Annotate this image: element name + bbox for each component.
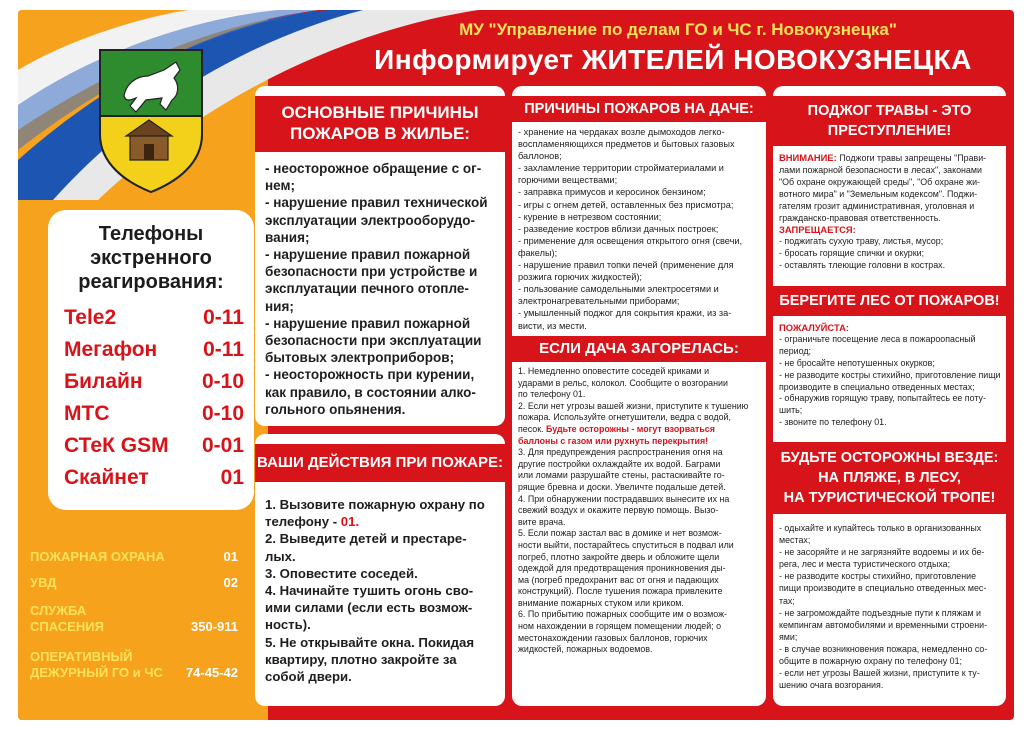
text-line: 2. Выведите детей и престаре- [265,531,467,547]
organization-line: МУ "Управление по делам ГО и ЧС г. Новокузнецка" [459,20,897,39]
home-fire-causes-text [265,160,488,418]
text-line: - не разводите костры стихийно, приготовление пищи [779,369,1001,380]
text-line: воспламеняющихся предметов и бытовых газовых [518,139,735,150]
text-line: 3. Оповестите соседей. [265,565,418,581]
operator-name: Билайн [64,370,143,393]
grass-text [779,152,986,272]
service-row [30,549,242,567]
operator-name: Скайнет [64,466,149,489]
text-line: - неосторожное обращение с ог- [265,161,482,176]
text-line: - в случае возникновения пожара, немедленно со- [779,643,988,654]
text-line: 2. Если нет угрозы вашей жизни, приступите к тушению [518,400,749,411]
text-line: 3. Для предупреждения распространения огня на [518,447,723,458]
service-name: СЛУЖБА [30,603,87,618]
text-line: - курение в нетрезвом состоянии; [518,211,662,222]
text-line: рящие бревна и доски. Увеличте подальше детей. [518,481,726,492]
forest-text [779,322,1001,429]
text-line: эксплуатации печного отопле- [265,281,469,297]
operator-number: 0-11 [203,338,244,361]
service-name: ДЕЖУРНЫЙ ГО и ЧС [30,665,163,680]
service-name: ОПЕРАТИВНЫЙ [30,649,133,664]
text-line: гражданско-правовая ответственность. [779,212,941,223]
text-line: висти, из мести. [518,320,587,331]
home-fire-causes-panel [255,86,505,426]
text-line: пищи производите в специально отведенных мес- [779,583,987,594]
emergency-phones-panel [48,210,254,510]
operator-number: 0-10 [201,402,244,425]
text-line: 4. Начинайте тушить огонь сво- [265,583,474,599]
text-line: гателям грозит административная, уголовная и [779,200,975,211]
phones-title-line: Телефоны [98,223,204,245]
text-line: - нарушение правил пожарной [265,315,471,331]
home-causes-title-line: ОСНОВНЫЕ ПРИЧИНЫ [281,103,479,122]
service-row [30,649,242,683]
text-line: безопасности при эксплуатации [265,333,482,349]
text-line: ма (погреб предохранит вас от огня и падающих [518,574,719,585]
text-line: - нарушение правил пожарной [265,247,471,263]
grass-title [773,96,1006,146]
text-line: или ломами разрушайте стены, растаскивайте го- [518,470,725,481]
text-line: внимание пожарных стуком или криком. [518,597,684,608]
text-line: - ограничьте посещение леса в пожароопасный [779,333,976,344]
text-line: - не загромождайте подъездные пути к пляжам и [779,607,981,618]
forest-title: БЕРЕГИТЕ ЛЕС ОТ ПОЖАРОВ! [773,286,1006,316]
text-line: собой двери. [265,669,352,685]
text-line: - разведение костров вблизи дачных построек; [518,223,719,234]
service-row [30,575,242,593]
home-fire-causes-title [255,96,505,152]
operator-name: МТС [64,402,110,425]
warning-text: Будьте осторожны - могут взорваться [546,423,715,434]
dacha-fire-title: ЕСЛИ ДАЧА ЗАГОРЕЛАСЬ: [512,336,766,362]
text-line: другие постройки охлаждайте их водой. Баграми [518,458,721,469]
text-line: пожара. Используйте огнетушители, ведра с водой, [518,412,731,423]
text-line: ударами в рельс, колокол. Сообщите о возгорании [518,377,728,388]
text-line: - не разводите костры стихийно, приготовление [779,571,977,582]
emergency-services-list [30,537,242,707]
careful-title-line: НА ТУРИСТИЧЕСКОЙ ТРОПЕ! [783,490,996,506]
poster-title: Информирует ЖИТЕЛЕЙ НОВОКУЗНЕЦКА [374,44,972,75]
operator-number: 0-11 [203,306,244,329]
text-line: - нарушение правил технической [265,195,488,211]
text-line: ности выйти, постарайтесь спуститься в подвал или [518,539,734,550]
poster-frame [18,10,1014,720]
text-line: - обнаружив горящую траву, попытайтесь ее поту- [779,393,986,404]
emergency-phones-title [48,222,254,294]
text-line: 6. По прибытию пожарных сообщите им о возмож- [518,609,727,620]
text-line: кемпингам автомобилями и временными строени- [779,619,988,630]
text-line: вотного мира" и "Земельным кодексом". Поджи- [779,188,978,199]
text-line: погреб, плотно закройте дверь и обложите щели [518,551,720,562]
service-name: УВД [30,575,57,590]
text-line: - оставлять тлеющие головни в кострах. [779,260,946,271]
dacha-causes-title: ПРИЧИНЫ ПОЖАРОВ НА ДАЧЕ: [512,96,766,122]
text-line: - поджигать сухую траву, листья, мусор; [779,236,944,247]
operator-name: Tele2 [64,306,117,329]
text-line: - захламление территории стройматериалами и [518,163,724,174]
text-line: "Об охране окружающей среды", "Об охране жи- [779,176,980,187]
service-number: 74-45-42 [185,665,238,680]
text-line: как правило, в состоянии алко- [265,384,476,400]
text-line: факелы); [518,247,558,258]
text-line: производите в специально отведенных местах; [779,381,975,392]
text-line: - нарушение правил топки печей (применение для [518,260,734,271]
text-line: нем; [265,178,295,194]
operator-name: СТеК GSM [64,434,169,457]
text-line: местонахождении газовых баллонов, горючих [518,632,708,643]
text-line: период; [779,345,812,356]
text-line: лами пожарной безопасности в лесах", законами [779,164,982,175]
text-line: - применение для освещения открытого огня (свечи, [518,235,743,246]
text-line: 1. Вызовите пожарную охрану по [265,497,485,512]
text-line: общите в пожарную охрану по телефону 01; [779,656,962,667]
text-line: 5. Не открывайте окна. Покидая [265,634,475,650]
text-line: - умышленный поджог для сокрытия кражи, из за- [518,308,732,319]
text-line: рега, лес и места туристического отдыха; [779,559,951,570]
text-line: лых. [265,548,296,564]
text-line: бытовых электроприборов; [265,350,455,366]
text-line: тах; [779,595,795,606]
text-line: ния; [265,298,294,314]
text-line: ями; [779,631,798,642]
text-line: - неосторожность при курении, [265,367,475,383]
grass-title-line: ПОДЖОГ ТРАВЫ - ЭТО [807,103,972,119]
text-line: вания; [265,229,310,245]
text-line: - игры с огнем детей, оставленных без присмотра; [518,199,734,210]
service-row [30,603,242,637]
text-line: - если нет угрозы Вашей жизни, приступите к ту- [779,668,980,679]
operator-row [64,370,244,400]
text-fragment: телефону - [265,514,341,530]
text-line: свежий воздух и окажите первую помощь. Вызо- [518,505,719,516]
text-line [779,152,986,165]
text-line: - не засоряйте и не загрязняйте водоемы и их бе- [779,547,985,558]
text-line: ном нахождении в горящем помещении людей; о [518,621,722,632]
text-line: - не бросайте непотушенных окурков; [779,357,935,368]
operator-row [64,402,244,432]
text-line: - одыхайте и купайтесь только в организованных [779,523,982,533]
home-causes-title-line: ПОЖАРОВ В ЖИЛЬЕ: [290,124,470,143]
text-line: - хранение на чердаках возле дымоходов легко- [518,127,725,137]
please-label: ПОЖАЛУЙСТА: [779,322,849,333]
text-fragment: Поджоги травы запрещены "Прави- [836,153,987,163]
careful-title-line: НА ПЛЯЖЕ, В ЛЕСУ, [818,470,961,486]
fire-actions-text [265,496,485,685]
text-line: розжига горючих жидкостей); [518,272,642,283]
text-line [265,513,485,530]
phones-title-line: реагирования: [78,271,224,293]
text-line: эксплуатации электрооборудо- [265,212,475,228]
text-line: квартиру, плотно закройте за [265,651,457,667]
phones-title-line: экстренного [90,247,212,269]
text-line: одеждой для предотвращения проникновения ды- [518,563,726,574]
operator-number: 0-01 [201,434,244,457]
service-number: 350-911 [191,619,238,634]
fire-actions-panel [255,434,505,706]
text-line: ность). [265,617,311,633]
warning-text: баллоны с газом или рухнуть перекрытия! [518,435,709,446]
operator-name: Мегафон [64,338,158,361]
grass-title-line: ПРЕСТУПЛЕНИЕ! [827,123,952,139]
operator-number: 0-10 [201,370,244,393]
text-line [518,424,748,436]
careful-title-line: БУДЬТЕ ОСТОРОЖНЫ ВЕЗДЕ: [780,450,999,466]
text-line: - звоните по телефону 01. [779,417,887,428]
text-line: 4. При обнаружении пострадавших вынесите их на [518,493,730,504]
service-number: 02 [223,575,238,590]
text-line: шить; [779,405,803,416]
careful-text [779,522,987,691]
service-name: СПАСЕНИЯ [30,619,104,634]
service-number: 01 [223,549,238,564]
dacha-causes-text [518,126,742,332]
text-line: вите врача. [518,516,566,527]
text-line: жидкостей, пожарных водоемов. [518,644,653,655]
text-line: горючими веществами; [518,175,618,186]
text-line: баллонов; [518,151,562,162]
dacha-panel [512,86,766,706]
text-line: - заправка примусов и керосинок бензином; [518,187,706,198]
text-line: ими силами (если есть возмож- [265,600,473,616]
nature-panel [773,86,1006,706]
text-line: 5. Если пожар застал вас в домике и нет возмож- [518,528,722,539]
operator-row [64,466,244,496]
operator-row [64,434,244,464]
attention-label: ВНИМАНИЕ: [779,152,837,163]
operator-row [64,338,244,368]
dacha-fire-text [518,366,748,656]
text-line: безопасности при устройстве и [265,264,478,280]
fire-actions-title: ВАШИ ДЕЙСТВИЯ ПРИ ПОЖАРЕ: [255,444,505,482]
careful-title [773,442,1006,514]
text-line: гольного опьянения. [265,401,406,417]
text-line: конструкций). После тушения пожара привлеките [518,586,723,597]
text-line: по телефону 01. [518,389,586,400]
text-line: - пользование самодельными электросетями и [518,284,719,295]
text-line: - бросать горящие спички и окурки; [779,248,925,259]
forbidden-label: ЗАПРЕЩАЕТСЯ: [779,224,856,236]
text-line: шению очага возгорания. [779,680,884,691]
city-coat-of-arms-icon [96,46,206,196]
text-line: 1. Немедленно оповестите соседей криками и [518,366,710,376]
operator-number: 01 [220,466,244,489]
fire-phone-number: 01. [340,514,360,530]
text-line: местах; [779,535,811,546]
service-name: ПОЖАРНАЯ ОХРАНА [30,549,165,564]
operator-row [64,306,244,336]
text-fragment: песок. [518,423,547,434]
text-line: электронагревательными приборами; [518,296,680,307]
